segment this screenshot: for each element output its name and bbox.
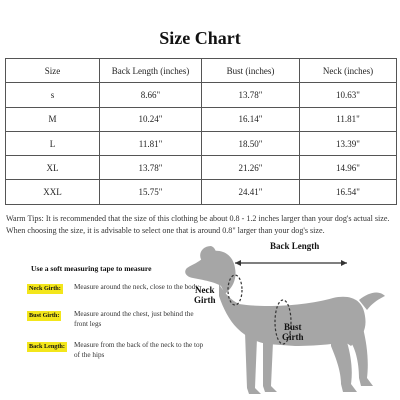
cell-neck: 10.63"	[300, 83, 397, 107]
back-length-desc: Measure from the back of the neck to the top of the hips	[74, 341, 204, 359]
cell-bust: 16.14"	[202, 107, 300, 131]
table-row	[6, 180, 397, 204]
cell-size: s	[6, 83, 100, 107]
measuring-guide-title: Use a soft measuring tape to measure	[31, 264, 152, 273]
cell-size: XL	[6, 156, 100, 180]
cell-neck: 11.81"	[300, 107, 397, 131]
page-title: Size Chart	[159, 28, 241, 48]
cell-back-length: 10.24"	[100, 107, 202, 131]
table-row	[6, 156, 397, 180]
header-neck: Neck (inches)	[300, 59, 397, 83]
cell-size: M	[6, 107, 100, 131]
cell-size: L	[6, 131, 100, 155]
header-size: Size	[6, 59, 100, 83]
cell-bust: 13.78"	[202, 83, 300, 107]
cell-back-length: 13.78"	[100, 156, 202, 180]
bust-girth-desc: Measure around the chest, just behind the front legs	[74, 310, 194, 328]
header-bust: Bust (inches)	[202, 59, 300, 83]
cell-back-length: 15.75"	[100, 180, 202, 204]
cell-size: XXL	[6, 180, 100, 204]
dog-silhouette-icon	[175, 238, 395, 398]
cell-bust: 18.50"	[202, 131, 300, 155]
cell-back-length: 11.81"	[100, 131, 202, 155]
neck-girth-tag: Neck Girth:	[29, 285, 61, 292]
cell-back-length: 8.66"	[100, 83, 202, 107]
table-row	[6, 107, 397, 131]
table-row	[6, 131, 397, 155]
size-table	[5, 58, 397, 205]
bust-girth-tag: Bust Girth:	[29, 312, 60, 319]
cell-neck: 16.54"	[300, 180, 397, 204]
table-row	[6, 83, 397, 107]
cell-bust: 24.41"	[202, 180, 300, 204]
cell-neck: 14.96"	[300, 156, 397, 180]
back-length-label: Back Length	[270, 241, 320, 251]
cell-bust: 21.26"	[202, 156, 300, 180]
neck-girth-label: Neck Girth	[194, 285, 216, 305]
header-back-length: Back Length (inches)	[100, 59, 202, 83]
warm-tips: Warm Tips: It is recommended that the size of this clothing be about 0.8 - 1.2 inches larger than your dog's actual size. When choosing the size, it is advisable to select one that is around 0.8" larger than your dog's size.	[6, 214, 390, 235]
cell-neck: 13.39"	[300, 131, 397, 155]
back-length-tag: Back Length:	[29, 343, 65, 350]
neck-girth-desc: Measure around the neck, close to the body	[74, 283, 199, 291]
table-header-row	[6, 59, 397, 83]
bust-girth-label: Bust Girth	[282, 322, 304, 342]
